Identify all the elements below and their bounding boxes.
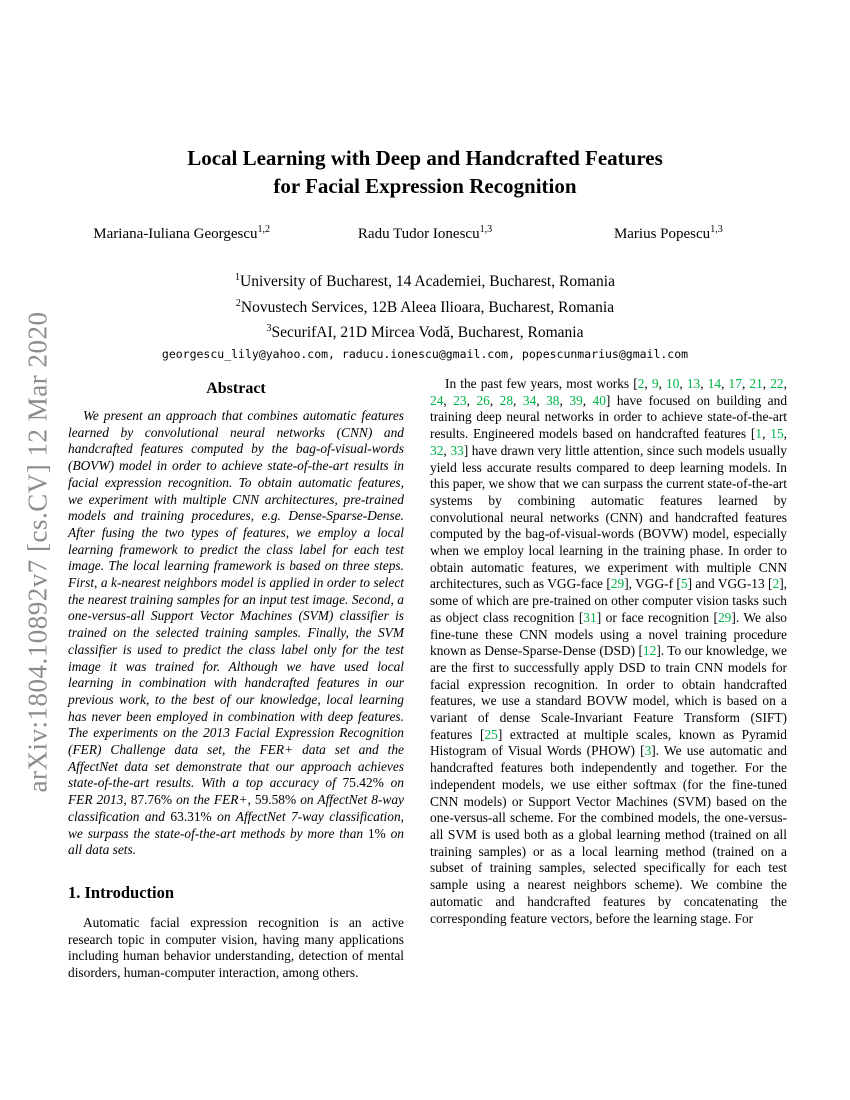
left-column xyxy=(68,380,404,982)
author-1-name: Mariana-Iuliana Georgescu xyxy=(93,226,258,242)
affiliation-2-text: Novustech Services, 12B Aleea Ilioara, Bucharest, Romania xyxy=(240,298,615,316)
affiliation-2 xyxy=(0,293,850,319)
paper-title xyxy=(90,0,760,200)
section-heading-introduction: 1. Introduction xyxy=(68,882,175,902)
affiliation-3-text: SecurifAI, 21D Mircea Vodă, Bucharest, Romania xyxy=(271,324,584,342)
author-3-name: Marius Popescu xyxy=(613,226,711,242)
affiliation-1-text: University of Bucharest, 14 Academiei, Bucharest, Romania xyxy=(240,273,615,291)
right-column-paragraph: In the past few years, most works [2, 9, 10, 13, 14, 17, 21, 22, 24, 23, 26, 28, 34, 38, 39, 40] have focused on building and training deep neural networks in order to achieve state-of-the-art results. Engineered models based on handcrafted features [1, 15, 32, 33] have drawn very little attention, since such models usually yield less accurate results compared to deep learning models. In this paper, we show that we can surpass the current state-of-the-art systems by combining automatic features learned by convolutional neural networks (CNN) and handcrafted features computed by the bag-of-visual-words (BOVW) model, especially when we employ local learning in the training phase. In order to obtain automatic features, we experiment with multiple CNN architectures, such as VGG-face [29], VGG-f [5] and VGG-13 [2], some of which are pre-trained on other computer vision tasks such as object class recognition [31] or face recognition [29]. We also fine-tune these CNN models using a novel training procedure known as Dense-Sparse-Dense (DSD) [12]. To our knowledge, we are the first to successfully apply DSD to train CNN models for facial expression recognition. In order to obtain handcrafted features, we use a standard BOVW model, which is based on a variant of dense Scale-Invariant Feature Transform (SIFT) features [25] extracted at multiple scales, known as Pyramid Histogram of Visual Words (PHOW) [3]. We use automatic and handcrafted features both independently and together. For the independent models, we use either softmax (for the fine-tuned CNN models) or Support Vector Machines (SVM) based on the one-versus-all scheme. For the combined models, the one-versus-all SVM is used both as a global learning method (trained on all training samples) or as a local learning method (trained on a subset of training samples, selected specifically for each test sample using a nearest neighbors scheme). We combine the automatic and handcrafted features by concatenating the corresponding feature vectors, before the learning stage. For xyxy=(430,376,788,926)
affiliation-3-sup: 3 xyxy=(266,323,272,335)
arxiv-stamp: arXiv:1804.10892v7 [cs.CV] 12 Mar 2020 xyxy=(22,311,53,793)
abstract-text: We present an approach that combines automatic features learned by convolutional neural networks (CNN) and handcrafted features computed by the bag-of-visual-words (BOVW) model in order to achieve state-of-the-art results in facial expression recognition. To obtain automatic features, we experiment with multiple CNN architectures, pre-trained models and training procedures, e.g. Dense-Sparse-Dense. After fusing the two types of features, we employ a local learning framework to predict the class label for each test image. The local learning framework is based on three steps. First, a k-nearest neighbors model is applied in order to select the nearest training samples for an input test image. Second, a one-versus-all Support Vector Machines (SVM) classifier is trained on the selected training samples. Finally, the SVM classifier is used to predict the class label only for the test image it was trained for. Although we have used local learning in combination with handcrafted features in our previous work, to the best of our knowledge, local learning has never been employed in combination with deep features. The experiments on the 2013 Facial Expression Recognition (FER) Challenge data set, the FER+ data set and the AffectNet data set demonstrate that our approach achieves state-of-the-art results. With a top accuracy of 75.42% on FER 2013, 87.76% on the FER+, 59.58% on AffectNet 8-way classification and 63.31% on AffectNet 7-way classification, we surpass the state-of-the-art methods by more than 1% on all data sets. xyxy=(68,408,404,858)
author-2-affil-sup: 1,3 xyxy=(479,224,493,235)
author-1-affil-sup: 1,2 xyxy=(257,224,271,235)
author-emails: georgescu_lily@yahoo.com, raducu.ionescu@gmail.com, popescunmarius@gmail.com xyxy=(161,346,689,361)
author-row xyxy=(60,224,790,243)
title-line-2: for Facial Expression Recognition xyxy=(273,174,577,198)
abstract-heading: Abstract xyxy=(206,380,266,397)
affiliation-3 xyxy=(0,318,850,344)
introduction-paragraph: Automatic facial expression recognition is an active research topic in computer vision, having many applications including human behavior understanding, detection of mental disorders, human-computer interaction, among others. xyxy=(68,914,404,981)
author-1 xyxy=(60,224,303,243)
affiliations xyxy=(0,267,850,344)
right-column xyxy=(430,376,787,927)
author-2 xyxy=(303,224,546,243)
title-line-1: Local Learning with Deep and Handcrafted Features xyxy=(187,146,663,170)
author-3-affil-sup: 1,3 xyxy=(710,224,723,235)
affiliation-1 xyxy=(0,267,850,293)
author-3 xyxy=(547,224,790,243)
affiliation-2-sup: 2 xyxy=(235,297,241,309)
affiliation-1-sup: 1 xyxy=(235,272,241,283)
author-2-name: Radu Tudor Ionescu xyxy=(357,226,480,242)
